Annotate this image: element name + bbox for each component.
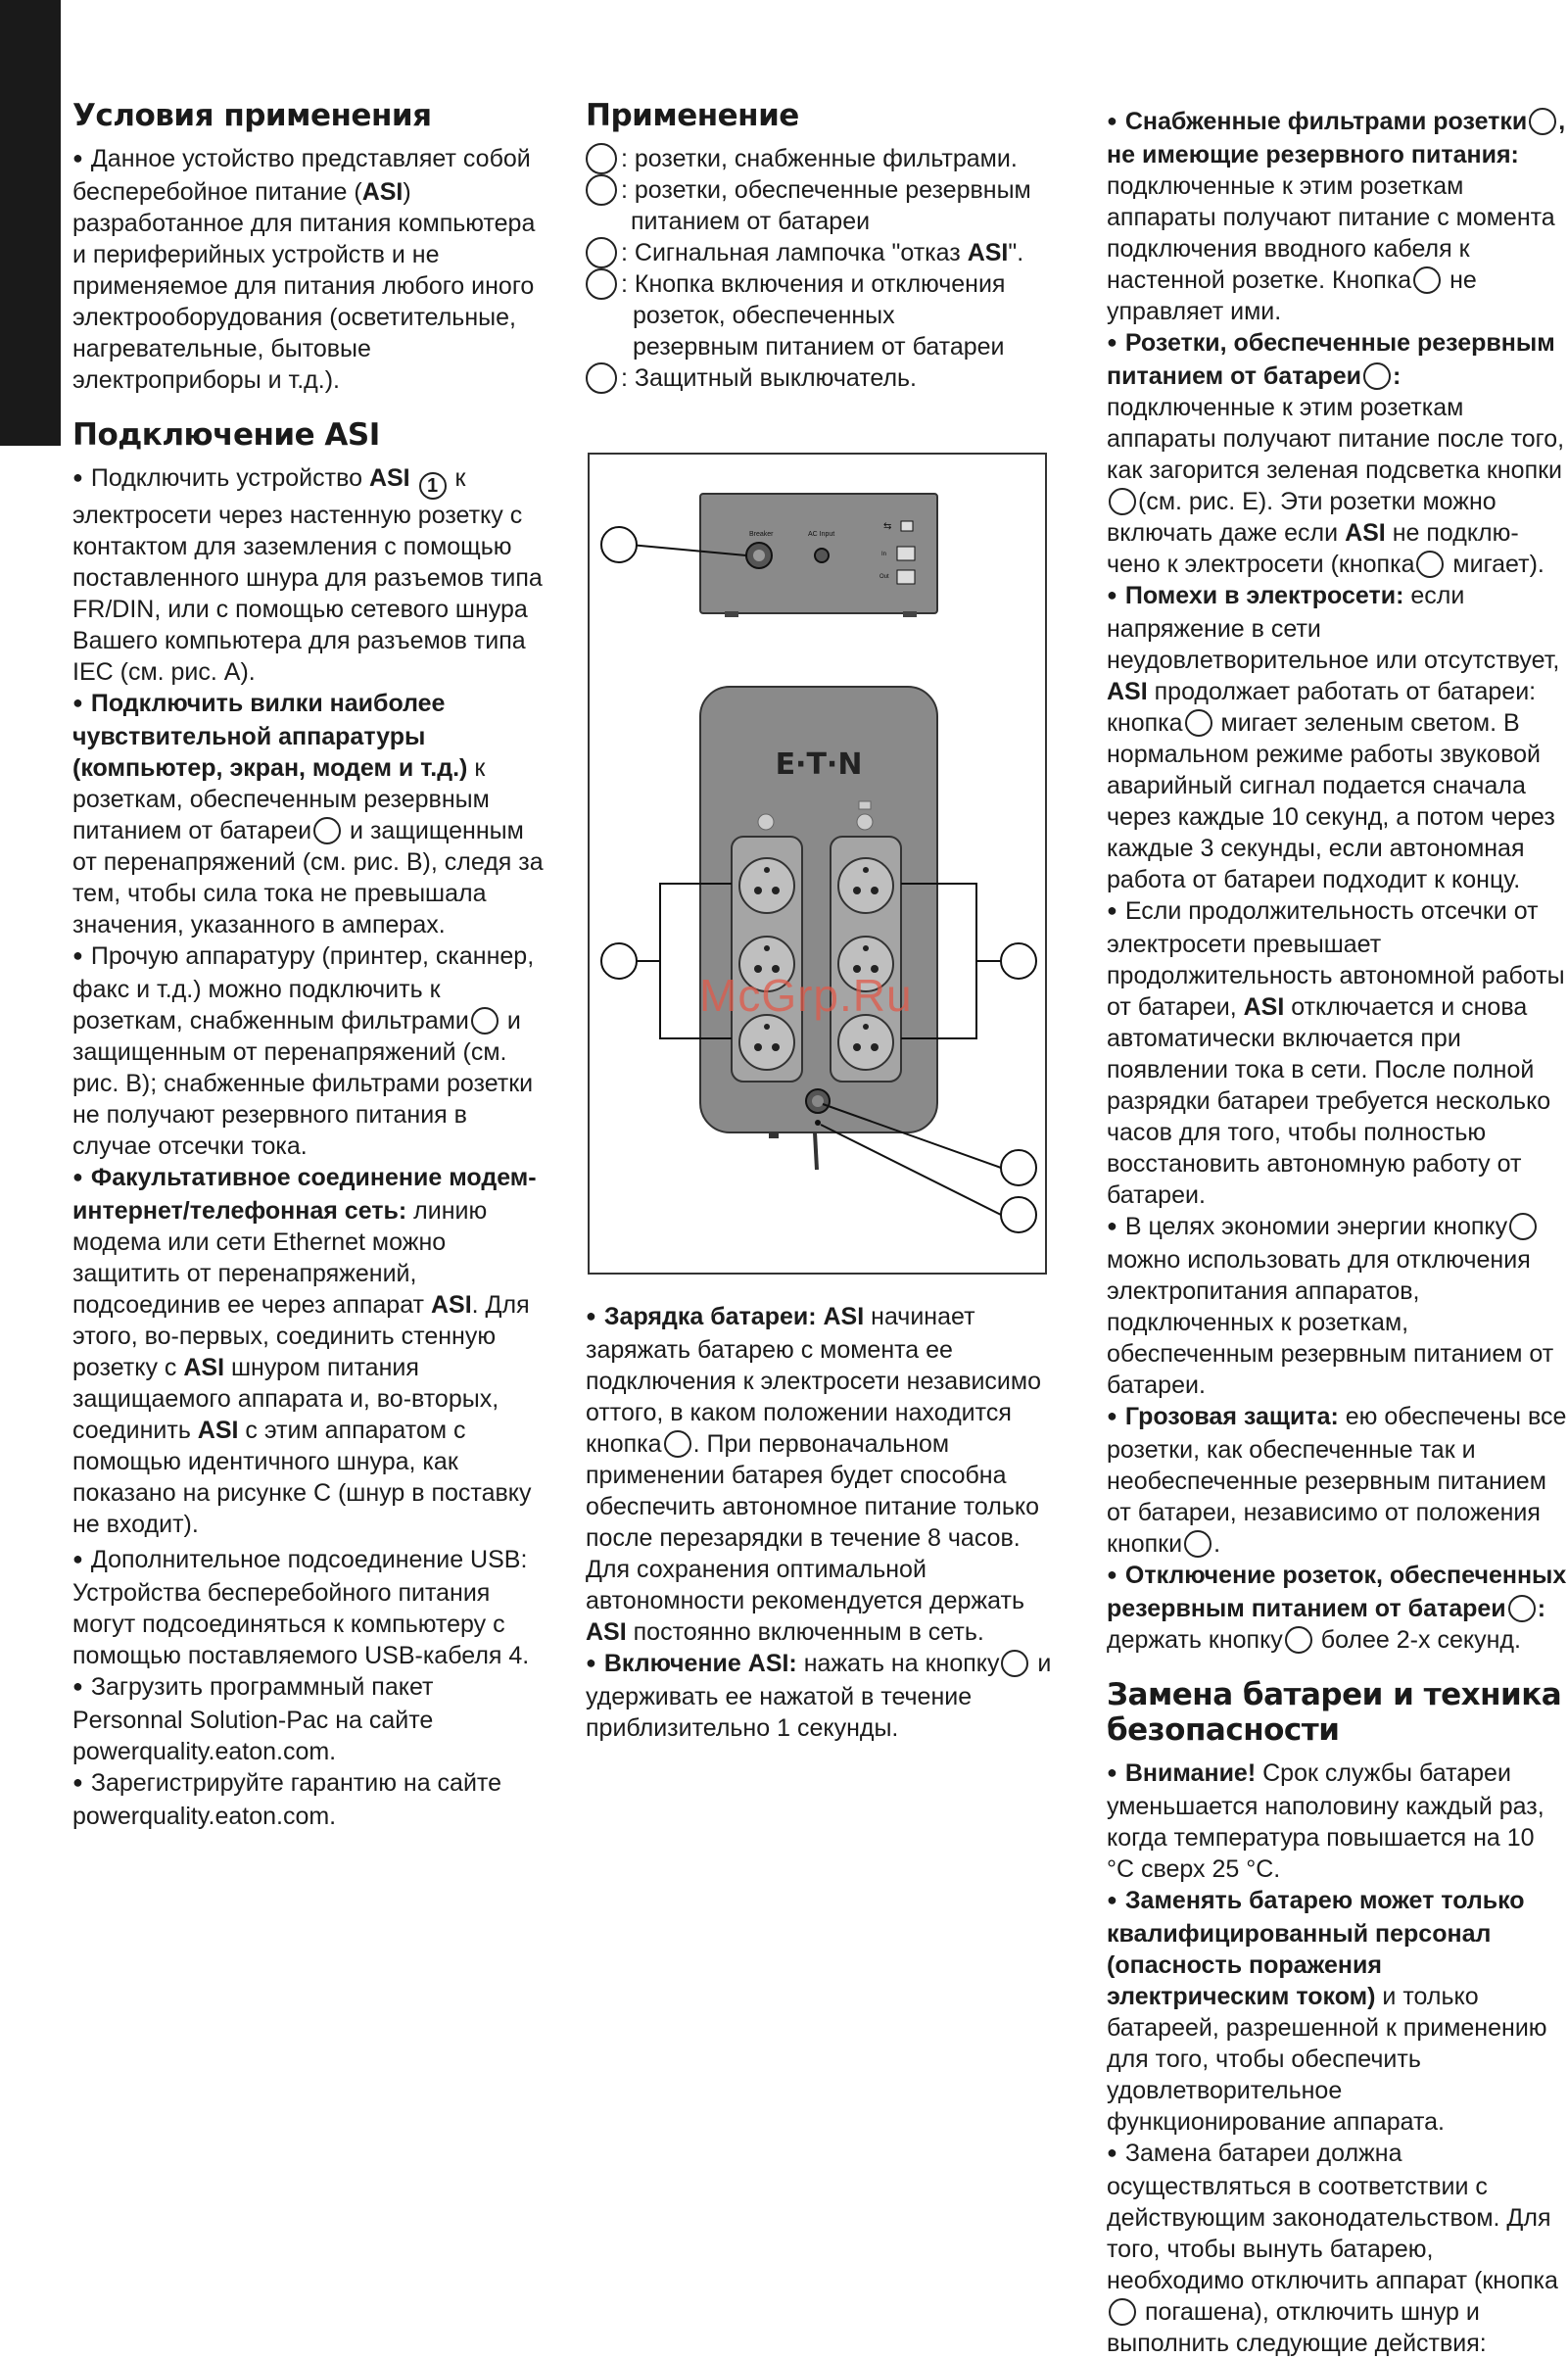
- legend-item: : розетки, обеспеченные резервным питанием от батареи: [586, 174, 1060, 237]
- callout-circle-icon: [313, 817, 341, 844]
- legend-item: : Сигнальная лампочка "отказ ASI".: [586, 237, 1060, 268]
- heading-connection: Подключение ASI: [72, 417, 380, 453]
- paragraph-battery-charging: ● Зарядка батареи: ASI начинает заряжать батарею с момента ее подключения к электросети независимо оттого, в каком положении находится кнопка . При первоначальном применении батарея будет способна обеспечить автономное питание только после перезарядки в течение 8 часов. Для сохранения оптимальной автономности рекомендуется держать ASI постоянно включенным в сеть.: [586, 1301, 1066, 1648]
- paragraph-disable-sockets: ● Отключение розеток, обеспеченных резервным питанием от батареи : держать кнопку более 2-х секунд.: [1107, 1560, 1567, 1656]
- column-1: [72, 98, 548, 1832]
- callout-circle-icon: [1363, 362, 1391, 390]
- paragraph-software: ● Загрузить программный пакет Personnal Solution-Pac на сайте powerquality.eaton.com.: [72, 1671, 548, 1767]
- column-2-lower: [586, 1301, 1066, 1744]
- paragraph-modem: ● Факультативное соединение модем-интернет/телефонная сеть: линию модема или сети Ethernet можно защитить от перенапряжений, подсоединив ее через аппарат ASI. Для этого, во-первых, соединить стенную розетку с ASI шнуром питания защищаемого аппарата и, во-вторых, соединить ASI с этим аппаратом с помощью идентичного шнура, как показано на рисунке С (шнур в поставку не входит).: [72, 1162, 548, 1540]
- svg-text:Out: Out: [879, 574, 889, 580]
- heading-application: Применение: [586, 98, 799, 133]
- callout-circle-icon: [586, 237, 617, 268]
- network-out-port-icon: [897, 570, 915, 584]
- paragraph-energy-saving: ● В целях экономии энергии кнопку можно использовать для отключения электропитания аппаратов, подключенных к розеткам, обеспеченным резервным питанием от батареи.: [1107, 1211, 1567, 1401]
- callout-circle-icon: [1001, 943, 1036, 979]
- paragraph-other-equipment: ● Прочую аппаратуру (принтер, сканнер, факс и т.д.) можно подключить к розеткам, снабженным фильтрами и защищенным от перенапряжений (см. рис. В); снабженные фильтрами розетки не получают резервного питания в случае отсечки тока.: [72, 940, 548, 1162]
- column-2: [586, 98, 1060, 394]
- heading-usage-conditions: Условия применения: [72, 98, 432, 133]
- callout-circle-icon: [1185, 709, 1212, 737]
- callout-circle-icon: [601, 943, 637, 979]
- callout-circle-icon: [1508, 1595, 1536, 1622]
- callout-circle-icon: [586, 143, 617, 174]
- paragraph-usage: ● Данное устойство представляет собой бесперебойное питание (ASI) разработанное для питания компьютера и периферийных устройств и не применяемое для питания любого иного электрооборудования (осветительные, нагревательные, бытовые электроприборы и т.д.).: [72, 143, 548, 396]
- paragraph-replacement-law: ● Замена батареи должна осуществляться в соответствии с действующим законодательством. Для того, чтобы вынуть батарею, необходимо отключить аппарат (кнопка погашена), отключить шнур и выполнить следующие действия:: [1107, 2138, 1567, 2359]
- callout-circle-icon: [1001, 1650, 1028, 1677]
- paragraph-qualified-staff: ● Заменять батарею может только квалифицированный персонал (опасность поражения электрическим током) и только батареей, разрешенной к применению для того, чтобы обеспечить удовлетворительное функционирование аппарата.: [1107, 1885, 1567, 2138]
- callout-circle-icon: [1416, 551, 1444, 578]
- brand-logo: E·T·N: [775, 747, 863, 782]
- callout-circle-icon: [586, 268, 617, 300]
- callout-circle-icon: [1109, 2298, 1136, 2326]
- paragraph-lightning: ● Грозовая защита: ею обеспечены все розетки, как обеспеченные так и необеспеченные резервным питанием от батареи, независимо от положения кнопки .: [1107, 1401, 1567, 1560]
- paragraph-usb: ● Дополнительное подсоединение USB: Устройства бесперебойного питания могут подсоединяться к компьютеру с помощью поставляемого USB-кабеля 4.: [72, 1544, 548, 1671]
- legend-item: : Защитный выключатель.: [586, 362, 1060, 394]
- callout-circle-icon: [1001, 1150, 1036, 1185]
- callout-circle-icon: [1001, 1197, 1036, 1232]
- paragraph-power-on: ● Включение ASI: нажать на кнопку и удерживать ее нажатой в течение приблизительно 1 секунды.: [586, 1648, 1066, 1744]
- paragraph-grid-issues: ● Помехи в электросети: если напряжение в сети неудовлетворительное или отсутствует, ASI продолжает работать от батареи: кнопка мигает зеленым светом. В нормальном режиме работы звуковой аварийный сигнал подается сначала через каждые 10 секунд, а потом через каждые 3 секунды, если автономная работа от батареи подходит к концу.: [1107, 580, 1567, 895]
- callout-circle-icon: [601, 527, 637, 562]
- paragraph-sensitive-equipment: ● Подключить вилки наиболее чувствительной аппаратуры (компьютер, экран, модем и т.д.) к розеткам, обеспеченным резервным питанием от батареи и защищенным от перенапряжений (см. рис. В), следя за тем, чтобы сила тока не превышала значения, указанного в амперах.: [72, 688, 548, 940]
- ups-illustration: [590, 455, 1045, 1273]
- callout-circle-icon: [1529, 108, 1556, 135]
- network-in-port-icon: [897, 547, 915, 560]
- paragraph-battery-sockets: ● Розетки, обеспеченные резервным питанием от батареи : подключенные к этим розеткам аппараты получают питание после того, как загорится зеленая подсветка кнопки(см. рис. Е). Эти розетки можно включать даже если ASI не подклю-чено к электросети (кнопка мигает).: [1107, 327, 1567, 580]
- column-3: [1107, 106, 1567, 2359]
- usb-port-icon: [901, 521, 913, 531]
- callout-circle-icon: [664, 1430, 691, 1458]
- callout-circle-icon: [471, 1007, 499, 1035]
- ups-figure: [588, 453, 1047, 1275]
- callout-circle-icon: [1413, 266, 1441, 294]
- ac-input-icon: [815, 549, 829, 562]
- side-tab-bar: [0, 0, 61, 446]
- paragraph-warning: ● Внимание! Срок службы батареи уменьшается наполовину каждый раз, когда температура повышается на 10 °С сверх 25 °С.: [1107, 1757, 1567, 1885]
- svg-text:In: In: [881, 552, 887, 557]
- alarm-light-icon: [815, 1120, 821, 1126]
- paragraph-connect: ● Подключить устройство ASI 1 к электросети через настенную розетку с контактом для заземления с помощью поставленного шнура для разъемов типа FR/DIN, или с помощью сетевого шнура Вашего компьютера для разъемов типа IEC (см. рис. А).: [72, 462, 548, 688]
- label-ac-input: AC Input: [808, 531, 835, 538]
- callout-circle-icon: [1509, 1213, 1537, 1240]
- paragraph-filtered-sockets: ● Снабженные фильтрами розетки , не имеющие резервного питания: подключенные к этим розеткам аппараты получают питание с момента подключения вводного кабеля к настенной розетке. Кнопка не управляет ими.: [1107, 106, 1567, 327]
- callout-circle-icon: [586, 174, 617, 206]
- paragraph-warranty: ● Зарегистрируйте гарантию на сайте powerquality.eaton.com.: [72, 1767, 548, 1832]
- callout-circle-icon: [1184, 1530, 1212, 1558]
- watermark: McGrp.Ru: [699, 970, 913, 1021]
- legend-item: : розетки, снабженные фильтрами.: [586, 143, 1060, 174]
- svg-text:⇆: ⇆: [883, 521, 892, 532]
- callout-circle-icon: [1285, 1626, 1312, 1654]
- label-breaker: Breaker: [749, 531, 774, 538]
- heading-battery-replacement: Замена батареи и техника безопасности: [1107, 1677, 1562, 1748]
- callout-number: 1: [419, 472, 447, 500]
- callout-circle-icon: [586, 362, 617, 394]
- legend-item: : Кнопка включения и отключения розеток, обеспеченных резервным питанием от батареи: [586, 268, 1060, 362]
- paragraph-long-outage: ● Если продолжительность отсечки от электросети превышает продолжительность автономной работы от батареи, ASI отключается и снова автоматически включается при появлении тока в сети. После полной разрядки батареи требуется несколько часов для того, чтобы полностью восстановить автономную работу от батареи.: [1107, 895, 1567, 1211]
- callout-circle-icon: [1109, 488, 1136, 515]
